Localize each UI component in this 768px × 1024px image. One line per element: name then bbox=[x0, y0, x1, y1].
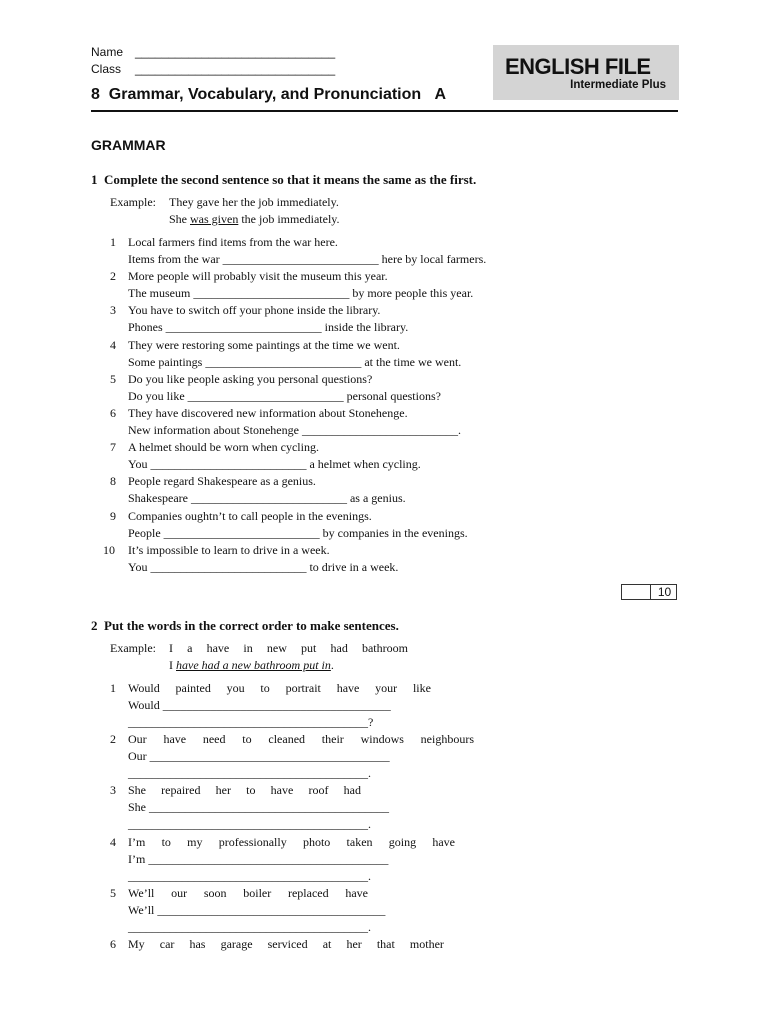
q2-item-word: have bbox=[432, 835, 455, 849]
q2-item-word: need bbox=[202, 732, 226, 746]
q2-item-word: She bbox=[128, 783, 146, 797]
page-title bbox=[91, 86, 446, 104]
q2-item-word: neighbours bbox=[420, 732, 474, 746]
q1-item-answer-line[interactable]: Do you like __________________________ personal questions? bbox=[128, 389, 441, 403]
q2-item-word: your bbox=[375, 681, 398, 695]
q2-item-word: to bbox=[260, 681, 270, 695]
q2-item-answer-end[interactable]: ________________________________________. bbox=[128, 766, 371, 780]
q2-example-word: new bbox=[266, 641, 287, 655]
q2-item-word: you bbox=[226, 681, 245, 695]
q2-item-answer-start[interactable]: We’ll ______________________________________ bbox=[128, 903, 386, 917]
q2-example-answer-line bbox=[169, 658, 334, 673]
q2-item-word: to bbox=[246, 783, 256, 797]
q2-item-word: going bbox=[388, 835, 417, 849]
header-rule bbox=[91, 110, 678, 112]
q2-example-label: Example: bbox=[110, 641, 156, 655]
q2-item-word: have bbox=[336, 681, 360, 695]
q2-example-word: put bbox=[301, 641, 317, 655]
q2-item-word: their bbox=[321, 732, 344, 746]
q1-item-number: 8 bbox=[110, 474, 116, 488]
q2-instruction: Put the words in the correct order to make sentences. bbox=[104, 618, 399, 633]
q1-instruction: Complete the second sentence so that it means the same as the first. bbox=[104, 172, 477, 187]
q1-item-number: 7 bbox=[110, 440, 116, 454]
q1-item-number: 5 bbox=[110, 372, 116, 386]
q2-item-number: 3 bbox=[110, 783, 116, 797]
q2-item-word: to bbox=[161, 835, 171, 849]
q1-item-answer-line[interactable]: You __________________________ a helmet when cycling. bbox=[128, 457, 421, 471]
q2-item-word: We’ll bbox=[128, 886, 155, 900]
title-text: Grammar, Vocabulary, and Pronunciation bbox=[108, 86, 422, 103]
q1-item-sentence: It’s impossible to learn to drive in a week. bbox=[128, 543, 330, 557]
q1-item-number: 1 bbox=[110, 235, 116, 249]
q2-item-words bbox=[128, 937, 444, 952]
q2-item-answer-end[interactable]: ________________________________________. bbox=[128, 817, 371, 831]
q2-item-word: painted bbox=[175, 681, 211, 695]
q2-item-word: I’m bbox=[128, 835, 146, 849]
q2-item-answer-start[interactable]: Would ______________________________________ bbox=[128, 698, 391, 712]
q2-item-word: Our bbox=[128, 732, 147, 746]
q1-item-sentence: People regard Shakespeare as a genius. bbox=[128, 474, 316, 488]
q2-item-number: 2 bbox=[110, 732, 116, 746]
q2-number: 2 bbox=[91, 618, 98, 633]
q2-item-word: replaced bbox=[287, 886, 329, 900]
q2-item-word: have bbox=[270, 783, 294, 797]
q1-item-number: 2 bbox=[110, 269, 116, 283]
q2-item-word: roof bbox=[308, 783, 329, 797]
q2-item-word: boiler bbox=[243, 886, 272, 900]
q2-item-number: 1 bbox=[110, 681, 116, 695]
q2-item-words bbox=[128, 732, 474, 747]
q2-item-word: like bbox=[412, 681, 431, 695]
q1-item-number: 6 bbox=[110, 406, 116, 420]
q1-example-answer: was given bbox=[190, 212, 239, 226]
q2-item-words bbox=[128, 783, 361, 798]
name-field[interactable]: ______________________________ bbox=[135, 45, 336, 59]
q2-example-word: I bbox=[169, 641, 173, 655]
q1-item-sentence: Local farmers find items from the war here. bbox=[128, 235, 338, 249]
q2-example-answer-pre: I bbox=[169, 658, 176, 672]
q1-item-answer-line[interactable]: New information about Stonehenge __________________________. bbox=[128, 423, 461, 437]
q2-example-word: bathroom bbox=[361, 641, 408, 655]
q1-item-answer-line[interactable]: Items from the war __________________________ here by local farmers. bbox=[128, 252, 487, 266]
q2-example-word: in bbox=[243, 641, 253, 655]
q2-item-word: had bbox=[343, 783, 361, 797]
q1-item-answer-line[interactable]: You __________________________ to drive in a week. bbox=[128, 560, 399, 574]
q1-example-post: the job immediately. bbox=[238, 212, 340, 226]
q2-item-word: soon bbox=[203, 886, 227, 900]
q2-item-word: cleaned bbox=[268, 732, 306, 746]
name-label: Name bbox=[91, 45, 124, 59]
q2-item-word: serviced bbox=[267, 937, 308, 951]
class-field[interactable]: ______________________________ bbox=[135, 62, 336, 76]
q2-item-word: to bbox=[242, 732, 252, 746]
q2-item-word: that bbox=[376, 937, 395, 951]
q2-item-answer-start[interactable]: I’m ________________________________________ bbox=[128, 852, 389, 866]
q2-item-words bbox=[128, 886, 368, 901]
q1-item-sentence: A helmet should be worn when cycling. bbox=[128, 440, 319, 454]
q2-item-number: 5 bbox=[110, 886, 116, 900]
q2-item-answer-start[interactable]: Our ________________________________________ bbox=[128, 749, 390, 763]
q1-item-answer-line[interactable]: The museum __________________________ by more people this year. bbox=[128, 286, 474, 300]
q2-item-answer-end[interactable]: ________________________________________? bbox=[128, 715, 374, 729]
q2-example-word: had bbox=[330, 641, 348, 655]
q1-score-box bbox=[621, 584, 677, 600]
q2-item-word: Would bbox=[128, 681, 160, 695]
q2-heading bbox=[91, 618, 399, 634]
q2-example-word: have bbox=[206, 641, 230, 655]
q2-item-word: repaired bbox=[161, 783, 201, 797]
q1-example-label: Example: bbox=[110, 195, 156, 209]
q2-item-word: have bbox=[345, 886, 368, 900]
q2-item-word: her bbox=[215, 783, 231, 797]
q2-item-word: portrait bbox=[285, 681, 321, 695]
logo-sub-text: Intermediate Plus bbox=[570, 79, 666, 91]
q2-example-answer: have had a new bathroom put in bbox=[176, 658, 331, 672]
q1-score-total: 10 bbox=[650, 585, 678, 599]
q2-item-word: professionally bbox=[218, 835, 287, 849]
q2-item-word: windows bbox=[360, 732, 404, 746]
q2-item-word: mother bbox=[409, 937, 444, 951]
q1-item-sentence: You have to switch off your phone inside the library. bbox=[128, 303, 381, 317]
q2-item-answer-end[interactable]: ________________________________________. bbox=[128, 869, 371, 883]
q2-item-word: has bbox=[189, 937, 206, 951]
q1-heading bbox=[91, 172, 476, 188]
q2-item-word: car bbox=[159, 937, 175, 951]
q1-item-number: 4 bbox=[110, 338, 116, 352]
q1-item-sentence: They were restoring some paintings at the time we went. bbox=[128, 338, 400, 352]
q2-example-words bbox=[169, 641, 408, 656]
q1-item-sentence: More people will probably visit the museum this year. bbox=[128, 269, 388, 283]
q1-example-line1: They gave her the job immediately. bbox=[169, 195, 339, 209]
q2-item-word: have bbox=[163, 732, 187, 746]
q2-item-answer-start[interactable]: She ________________________________________ bbox=[128, 800, 389, 814]
q1-item-number: 3 bbox=[110, 303, 116, 317]
english-file-logo bbox=[493, 45, 679, 100]
q1-example-pre: She bbox=[169, 212, 190, 226]
logo-main-text: ENGLISH FILE bbox=[505, 54, 651, 79]
q2-item-answer-end[interactable]: ________________________________________. bbox=[128, 920, 371, 934]
title-version: A bbox=[434, 86, 447, 103]
q1-item-number: 9 bbox=[110, 509, 116, 523]
q2-item-word: at bbox=[322, 937, 332, 951]
q2-item-word: my bbox=[187, 835, 203, 849]
q1-item-answer-line[interactable]: Shakespeare __________________________ as a genius. bbox=[128, 491, 406, 505]
q2-item-word: My bbox=[128, 937, 145, 951]
q2-item-number: 4 bbox=[110, 835, 116, 849]
q1-item-answer-line[interactable]: People __________________________ by companies in the evenings. bbox=[128, 526, 468, 540]
q2-item-word: her bbox=[346, 937, 362, 951]
q1-item-sentence: Companies oughtn’t to call people in the evenings. bbox=[128, 509, 372, 523]
q1-number: 1 bbox=[91, 172, 98, 187]
class-label: Class bbox=[91, 62, 122, 76]
q1-item-sentence: Do you like people asking you personal questions? bbox=[128, 372, 373, 386]
q2-item-number: 6 bbox=[110, 937, 116, 951]
q2-item-words bbox=[128, 681, 431, 696]
q1-item-number: 10 bbox=[103, 543, 115, 557]
q1-item-answer-line[interactable]: Phones __________________________ inside the library. bbox=[128, 320, 409, 334]
q2-item-word: garage bbox=[220, 937, 253, 951]
q2-item-word: taken bbox=[346, 835, 373, 849]
q2-item-word: photo bbox=[302, 835, 331, 849]
q1-example-line2 bbox=[169, 212, 340, 227]
q1-item-sentence: They have discovered new information about Stonehenge. bbox=[128, 406, 408, 420]
q2-example-answer-post: . bbox=[330, 658, 334, 672]
q2-item-word: our bbox=[171, 886, 188, 900]
q2-item-words bbox=[128, 835, 455, 850]
title-number: 8 bbox=[91, 86, 100, 103]
section-heading: GRAMMAR bbox=[91, 137, 166, 153]
q1-item-answer-line[interactable]: Some paintings __________________________ at the time we went. bbox=[128, 355, 462, 369]
q2-example-word: a bbox=[187, 641, 193, 655]
